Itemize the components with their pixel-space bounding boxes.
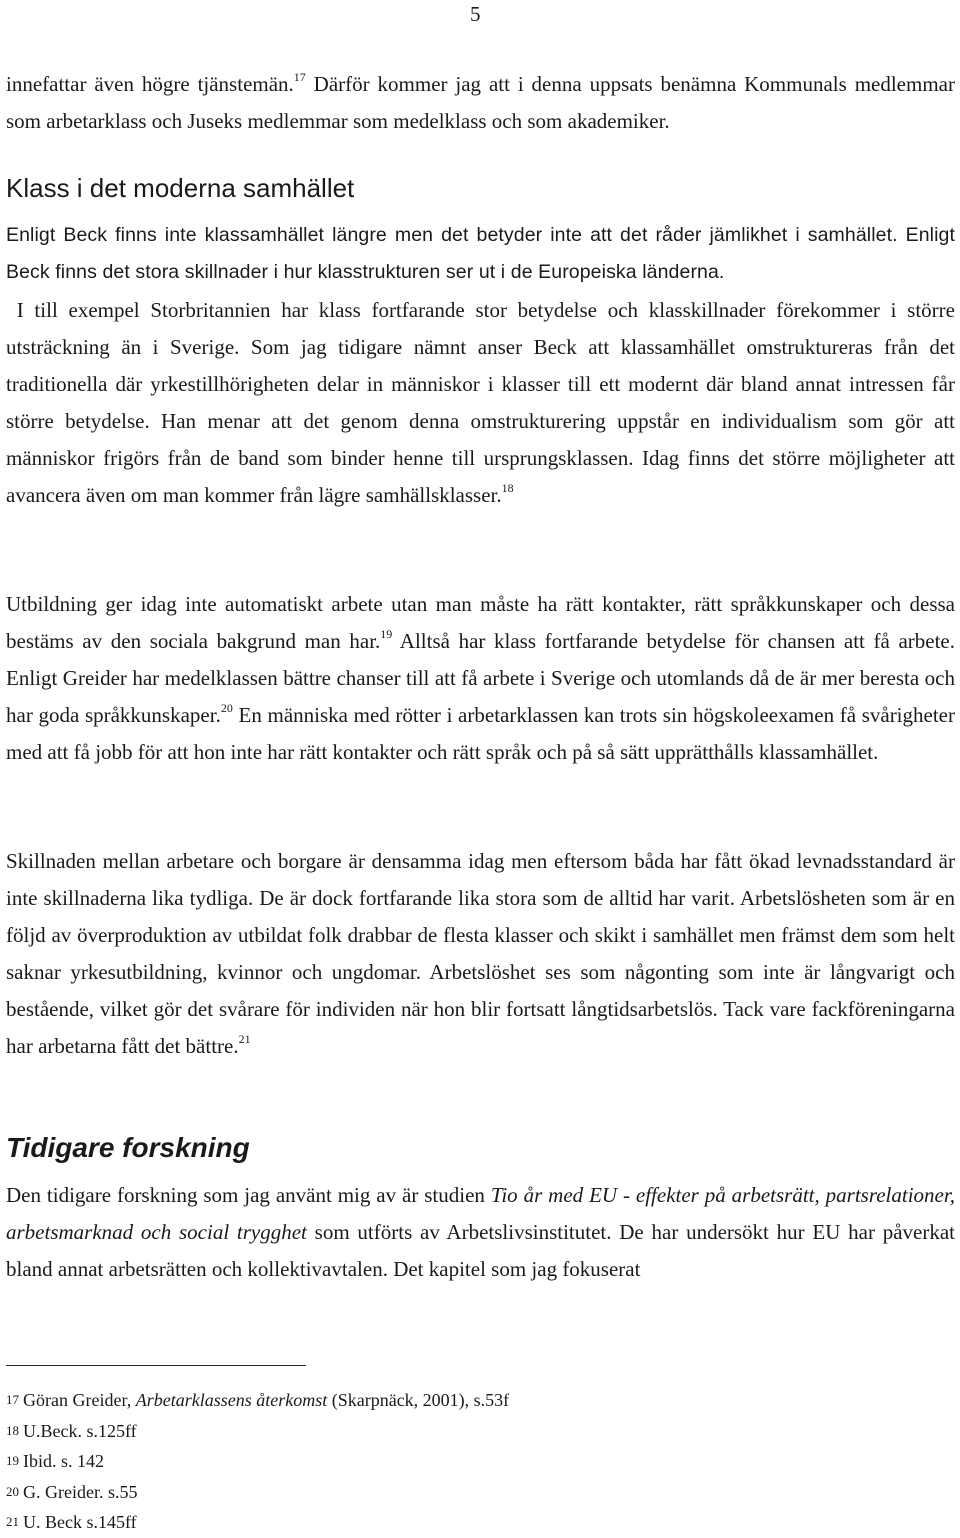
footnote-ref-20: 20 — [220, 701, 233, 715]
footnote-ref-18: 18 — [501, 481, 514, 495]
footnote-number: 17 — [6, 1392, 19, 1407]
para2-text-2: Alltså har klass fortfarande betydelse för chansen att få arbete. Enligt Greider har medelklassen bättre chanser till att få arbete i Sverige och utomlands då de är mer beresta och har goda språkkunskaper. — [6, 629, 955, 727]
paragraph-utbildning — [6, 586, 955, 771]
page-number: 5 — [470, 2, 481, 26]
section1-lead-text: Enligt Beck finns inte klassamhället längre men det betyder inte att det råder jämlikhet i samhället. Enligt Beck finns det stora skillnader i hur klasstrukturen ser ut i de Europeiska länderna. — [6, 224, 955, 283]
section1-text-1: I till exempel Storbritannien har klass fortfarande stor betydelse och klasskillnader förekommer i större utsträckning än i Sverige. Som jag tidigare nämnt anser Beck att klassamhället omstruktureras från det traditionella där yrkestillhörigheten delar in människor i klasser till ett modernt där bland annat intressen får större betydelse. Han menar att det genom denna omstrukturering uppstår en individualism som gör att människor frigörs från de band som binder henne till ursprungsklassen. Idag finns det större möjligheter att avancera även om man kommer från lägre samhällsklasser. — [6, 298, 955, 507]
footnote-text: Göran Greider, — [23, 1390, 136, 1410]
section-heading-tidigare-forskning: Tidigare forskning — [6, 1132, 250, 1163]
footnote-text: U. Beck s.145ff — [23, 1512, 137, 1532]
footnote-number: 21 — [6, 1514, 19, 1529]
section2-text-1: Den tidigare forskning som jag använt mig av är studien — [6, 1183, 491, 1207]
section2-text-2: som utförts av Arbetslivsinstitutet. De har undersökt hur EU har påverkat bland annat arbetsrätten och kollektivavtalen. Det kapitel som jag fokuserat — [6, 1220, 956, 1281]
footnote-separator — [6, 1365, 306, 1366]
para2-text-1: Utbildning ger idag inte automatiskt arbete utan man måste ha rätt kontakter, rätt språkkunskaper och dessa bestäms av den sociala bakgrund man har. — [6, 592, 955, 653]
footnote-20 — [6, 1477, 509, 1508]
section-heading-klass: Klass i det moderna samhället — [6, 173, 355, 203]
section2-paragraph — [6, 1177, 955, 1288]
footnotes — [6, 1385, 509, 1538]
intro-paragraph — [6, 66, 955, 140]
footnote-text: Ibid. s. 142 — [23, 1451, 104, 1471]
intro-text-1: innefattar även högre tjänstemän. — [6, 72, 294, 96]
para2-text-3: En människa med rötter i arbetarklassen kan trots sin högskoleexamen få svårigheter med att få jobb för att hon inte har rätt kontakter och rätt språk och på så sätt upprätthålls klassamhället. — [6, 703, 955, 764]
footnote-17 — [6, 1385, 509, 1416]
footnote-text: U.Beck. s.125ff — [23, 1420, 137, 1441]
intro-text-2: Därför kommer jag att i denna uppsats benämna Kommunals medlemmar som arbetarklass och Juseks medlemmar som medelklass och som akademiker. — [6, 72, 955, 133]
footnote-italic: Arbetarklassens återkomst — [135, 1390, 328, 1410]
footnote-ref-17: 17 — [293, 70, 306, 84]
footnote-number: 18 — [6, 1422, 19, 1438]
footnote-number: 20 — [6, 1483, 19, 1499]
study-title: Tio år med EU - effekter på arbetsrätt, partsrelationer, arbetsmarknad och social trygghet — [6, 1183, 955, 1244]
para3-text-1: Skillnaden mellan arbetare och borgare är densamma idag men eftersom båda har fått ökad levnadsstandard är inte skillnaderna lika tydliga. De är dock fortfarande lika stora som de alltid har varit. Arbetslösheten som är en följd av överproduktion av utbildat folk drabbar de flesta klasser och skikt i samhället men främst dem som helt saknar yrkesutbildning, kvinnor och ungdomar. Arbetslöshet ses som någonting som inte är långvarigt och bestående, vilket gör det svårare för individen när hon blir fortsatt långtidsarbetslös. Tack vare fackföreningarna har arbetarna fått det bättre. — [6, 849, 955, 1058]
footnote-number: 19 — [6, 1453, 19, 1468]
section1-lead — [6, 217, 955, 291]
footnote-18 — [6, 1416, 509, 1447]
paragraph-skillnaden — [6, 843, 955, 1065]
section1-paragraph — [6, 292, 955, 514]
footnote-19 — [6, 1446, 509, 1477]
footnote-text: G. Greider. s.55 — [23, 1481, 138, 1502]
footnote-ref-21: 21 — [238, 1032, 251, 1046]
footnote-text-end: (Skarpnäck, 2001), s.53f — [327, 1390, 510, 1410]
footnote-ref-19: 19 — [380, 627, 393, 641]
